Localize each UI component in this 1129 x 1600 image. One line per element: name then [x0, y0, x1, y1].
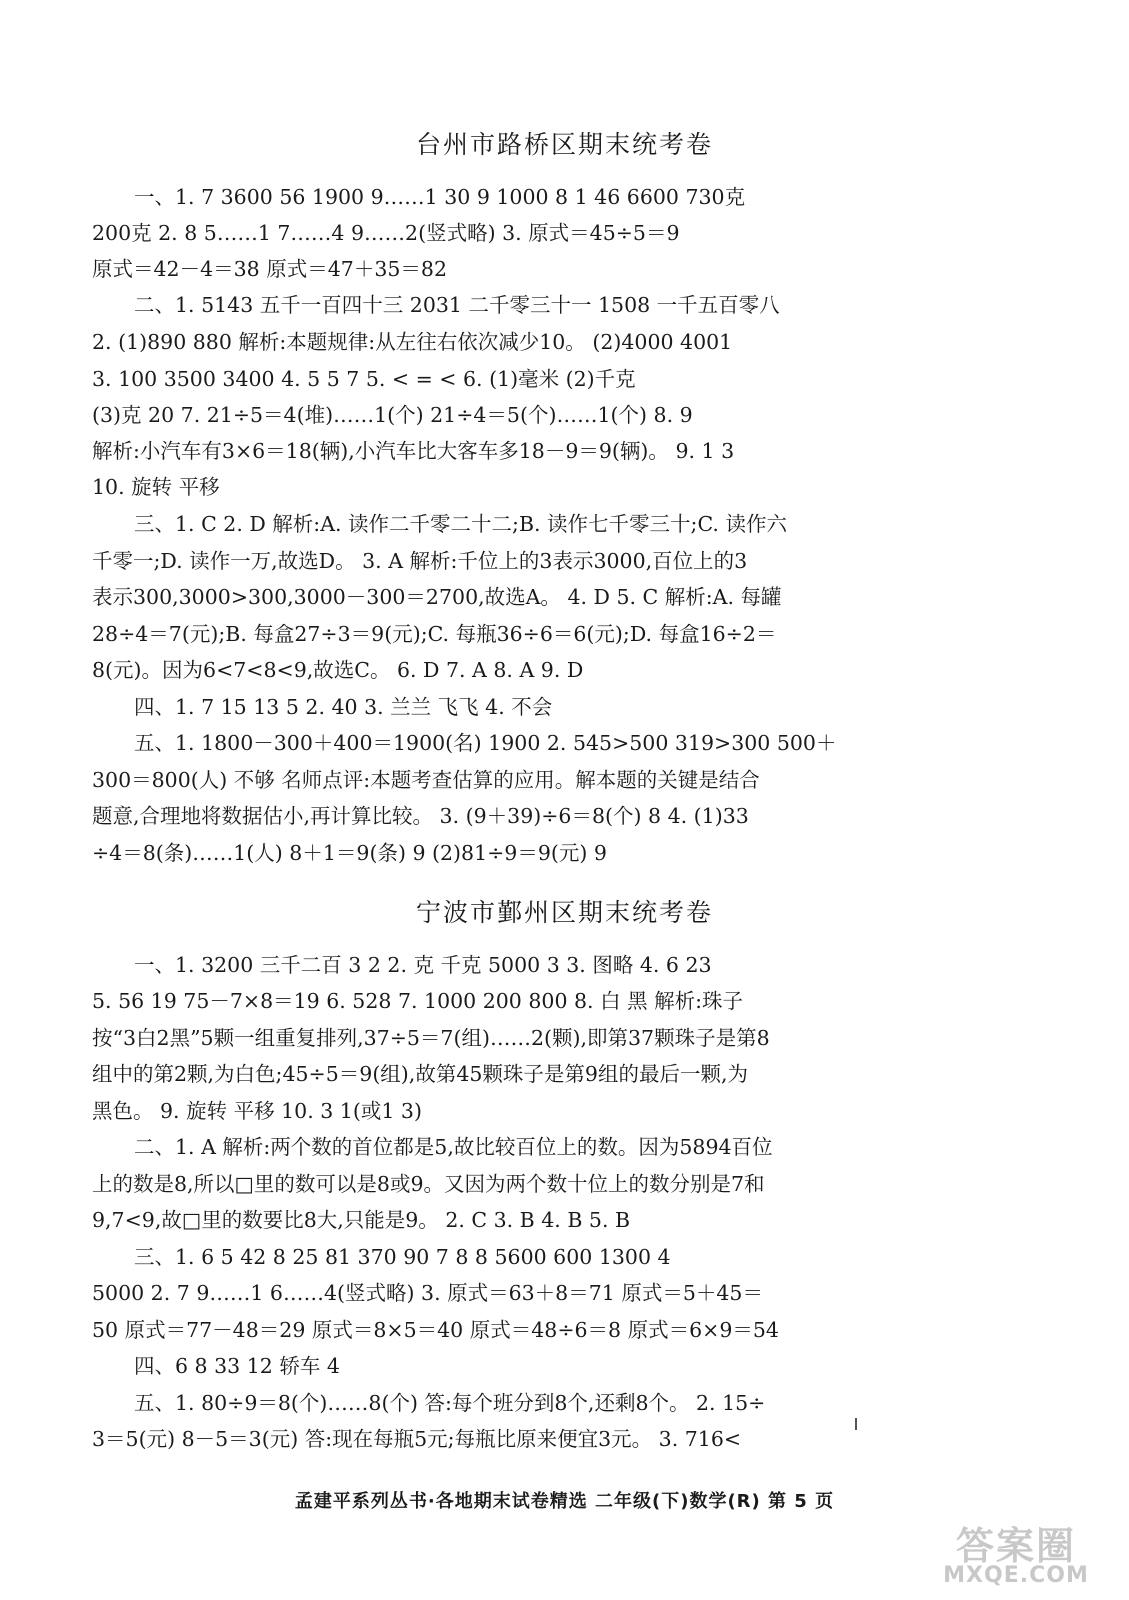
answer-line: 8(元)。因为6<7<8<9,故选C。 6. D 7. A 8. A 9. D [92, 658, 584, 682]
answer-line: (3)克 20 7. 21÷5＝4(堆)……1(个) 21÷4＝5(个)……1(个) 8. 9 [92, 403, 693, 427]
answer-line: 表示300,3000>300,3000－300＝2700,故选A。 4. D 5. C 解析:A. 每罐 [92, 585, 782, 609]
answer-line: 二、1. 5143 五千一百四十三 2031 二千零三十一 1508 一千五百零八 [134, 293, 780, 317]
answer-line: 200克 2. 8 5……1 7……4 9……2(竖式略) 3. 原式＝45÷5＝9 [92, 221, 680, 245]
watermark-top-text: 答案圈 [955, 1524, 1076, 1568]
answer-line: 千零一;D. 读作一万,故选D。 3. A 解析:千位上的3表示3000,百位上的3 [92, 549, 748, 573]
page-footer: 孟建平系列丛书·各地期末试卷精选 二年级(下)数学(R) 第 5 页 [294, 1491, 835, 1512]
answer-line: 3＝5(元) 8－5＝3(元) 答:现在每瓶5元;每瓶比原来便宜3元。 3. 716< [92, 1427, 742, 1451]
answer-line: 三、1. 6 5 42 8 25 81 370 90 7 8 8 5600 600 1300 4 [134, 1245, 671, 1269]
answer-line: 上的数是8,所以□里的数可以是8或9。又因为两个数十位上的数分别是7和 [92, 1172, 765, 1196]
answer-line: 四、6 8 33 12 轿车 4 [134, 1354, 340, 1378]
answer-line: 五、1. 1800－300＋400＝1900(名) 1900 2. 545>500 319>300 500＋ [134, 731, 837, 755]
answer-line: 解析:小汽车有3×6＝18(辆),小汽车比大客车多18－9＝9(辆)。 9. 1 3 [92, 439, 735, 463]
answer-line: 5000 2. 7 9……1 6……4(竖式略) 3. 原式＝63＋8＝71 原式＝5＋45＝ [92, 1281, 763, 1305]
answer-line: 2. (1)890 880 解析:本题规律:从左往右依次减少10。 (2)4000 4001 [92, 330, 733, 354]
section-title-taizhou: 台州市路桥区期末统考卷 [415, 130, 713, 159]
answer-line: 9,7<9,故□里的数要比8大,只能是9。 2. C 3. B 4. B 5. B [92, 1208, 631, 1232]
answer-line: 50 原式＝77－48＝29 原式＝8×5＝40 原式＝48÷6＝8 原式＝6×9＝54 [92, 1318, 779, 1342]
answer-line: 组中的第2颗,为白色;45÷5＝9(组),故第45颗珠子是第9组的最后一颗,为 [92, 1062, 748, 1086]
answer-line: 五、1. 80÷9＝8(个)……8(个) 答:每个班分到8个,还剩8个。 2. 15÷ [134, 1391, 766, 1415]
answer-line: 28÷4＝7(元);B. 每盒27÷3＝9(元);C. 每瓶36÷6＝6(元);D. 每盒16÷2＝ [92, 622, 777, 646]
answer-line: 3. 100 3500 3400 4. 5 5 7 5. < = < 6. (1)毫米 (2)千克 [92, 367, 636, 391]
answer-line: 四、1. 7 15 13 5 2. 40 3. 兰兰 飞飞 4. 不会 [134, 695, 553, 719]
watermark-logo [921, 1515, 1111, 1593]
answer-line: 10. 旋转 平移 [92, 475, 220, 499]
answer-line: 按“3白2黑”5颗一组重复排列,37÷5＝7(组)……2(颗),即第37颗珠子是第8 [92, 1026, 770, 1050]
answer-line: 300＝800(人) 不够 名师点评:本题考查估算的应用。解本题的关键是结合 [92, 768, 760, 792]
answer-line: 三、1. C 2. D 解析:A. 读作二千零二十二;B. 读作七千零三十;C. 读作六 [134, 512, 787, 536]
answer-line: 一、1. 3200 三千二百 3 2 2. 克 千克 5000 3 3. 图略 4. 6 23 [134, 953, 712, 977]
answer-line: 二、1. A 解析:两个数的首位都是5,故比较百位上的数。因为5894百位 [134, 1135, 773, 1159]
answer-line: 一、1. 7 3600 56 1900 9……1 30 9 1000 8 1 46 6600 730克 [134, 185, 746, 209]
cursor-mark [855, 1418, 861, 1430]
watermark-bottom-text: MXQE.COM [943, 1563, 1089, 1588]
section-title-ningbo: 宁波市鄞州区期末统考卷 [415, 898, 713, 927]
answer-line: 5. 56 19 75－7×8＝19 6. 528 7. 1000 200 800 8. 白 黑 解析:珠子 [92, 989, 744, 1013]
answer-line: 题意,合理地将数据估小,再计算比较。 3. (9＋39)÷6＝8(个) 8 4. (1)33 [92, 804, 749, 828]
answer-line: ÷4＝8(条)……1(人) 8＋1＝9(条) 9 (2)81÷9＝9(元) 9 [92, 841, 607, 865]
answer-line: 黑色。 9. 旋转 平移 10. 3 1(或1 3) [92, 1099, 422, 1123]
answer-line: 原式＝42－4＝38 原式＝47＋35＝82 [92, 257, 447, 281]
